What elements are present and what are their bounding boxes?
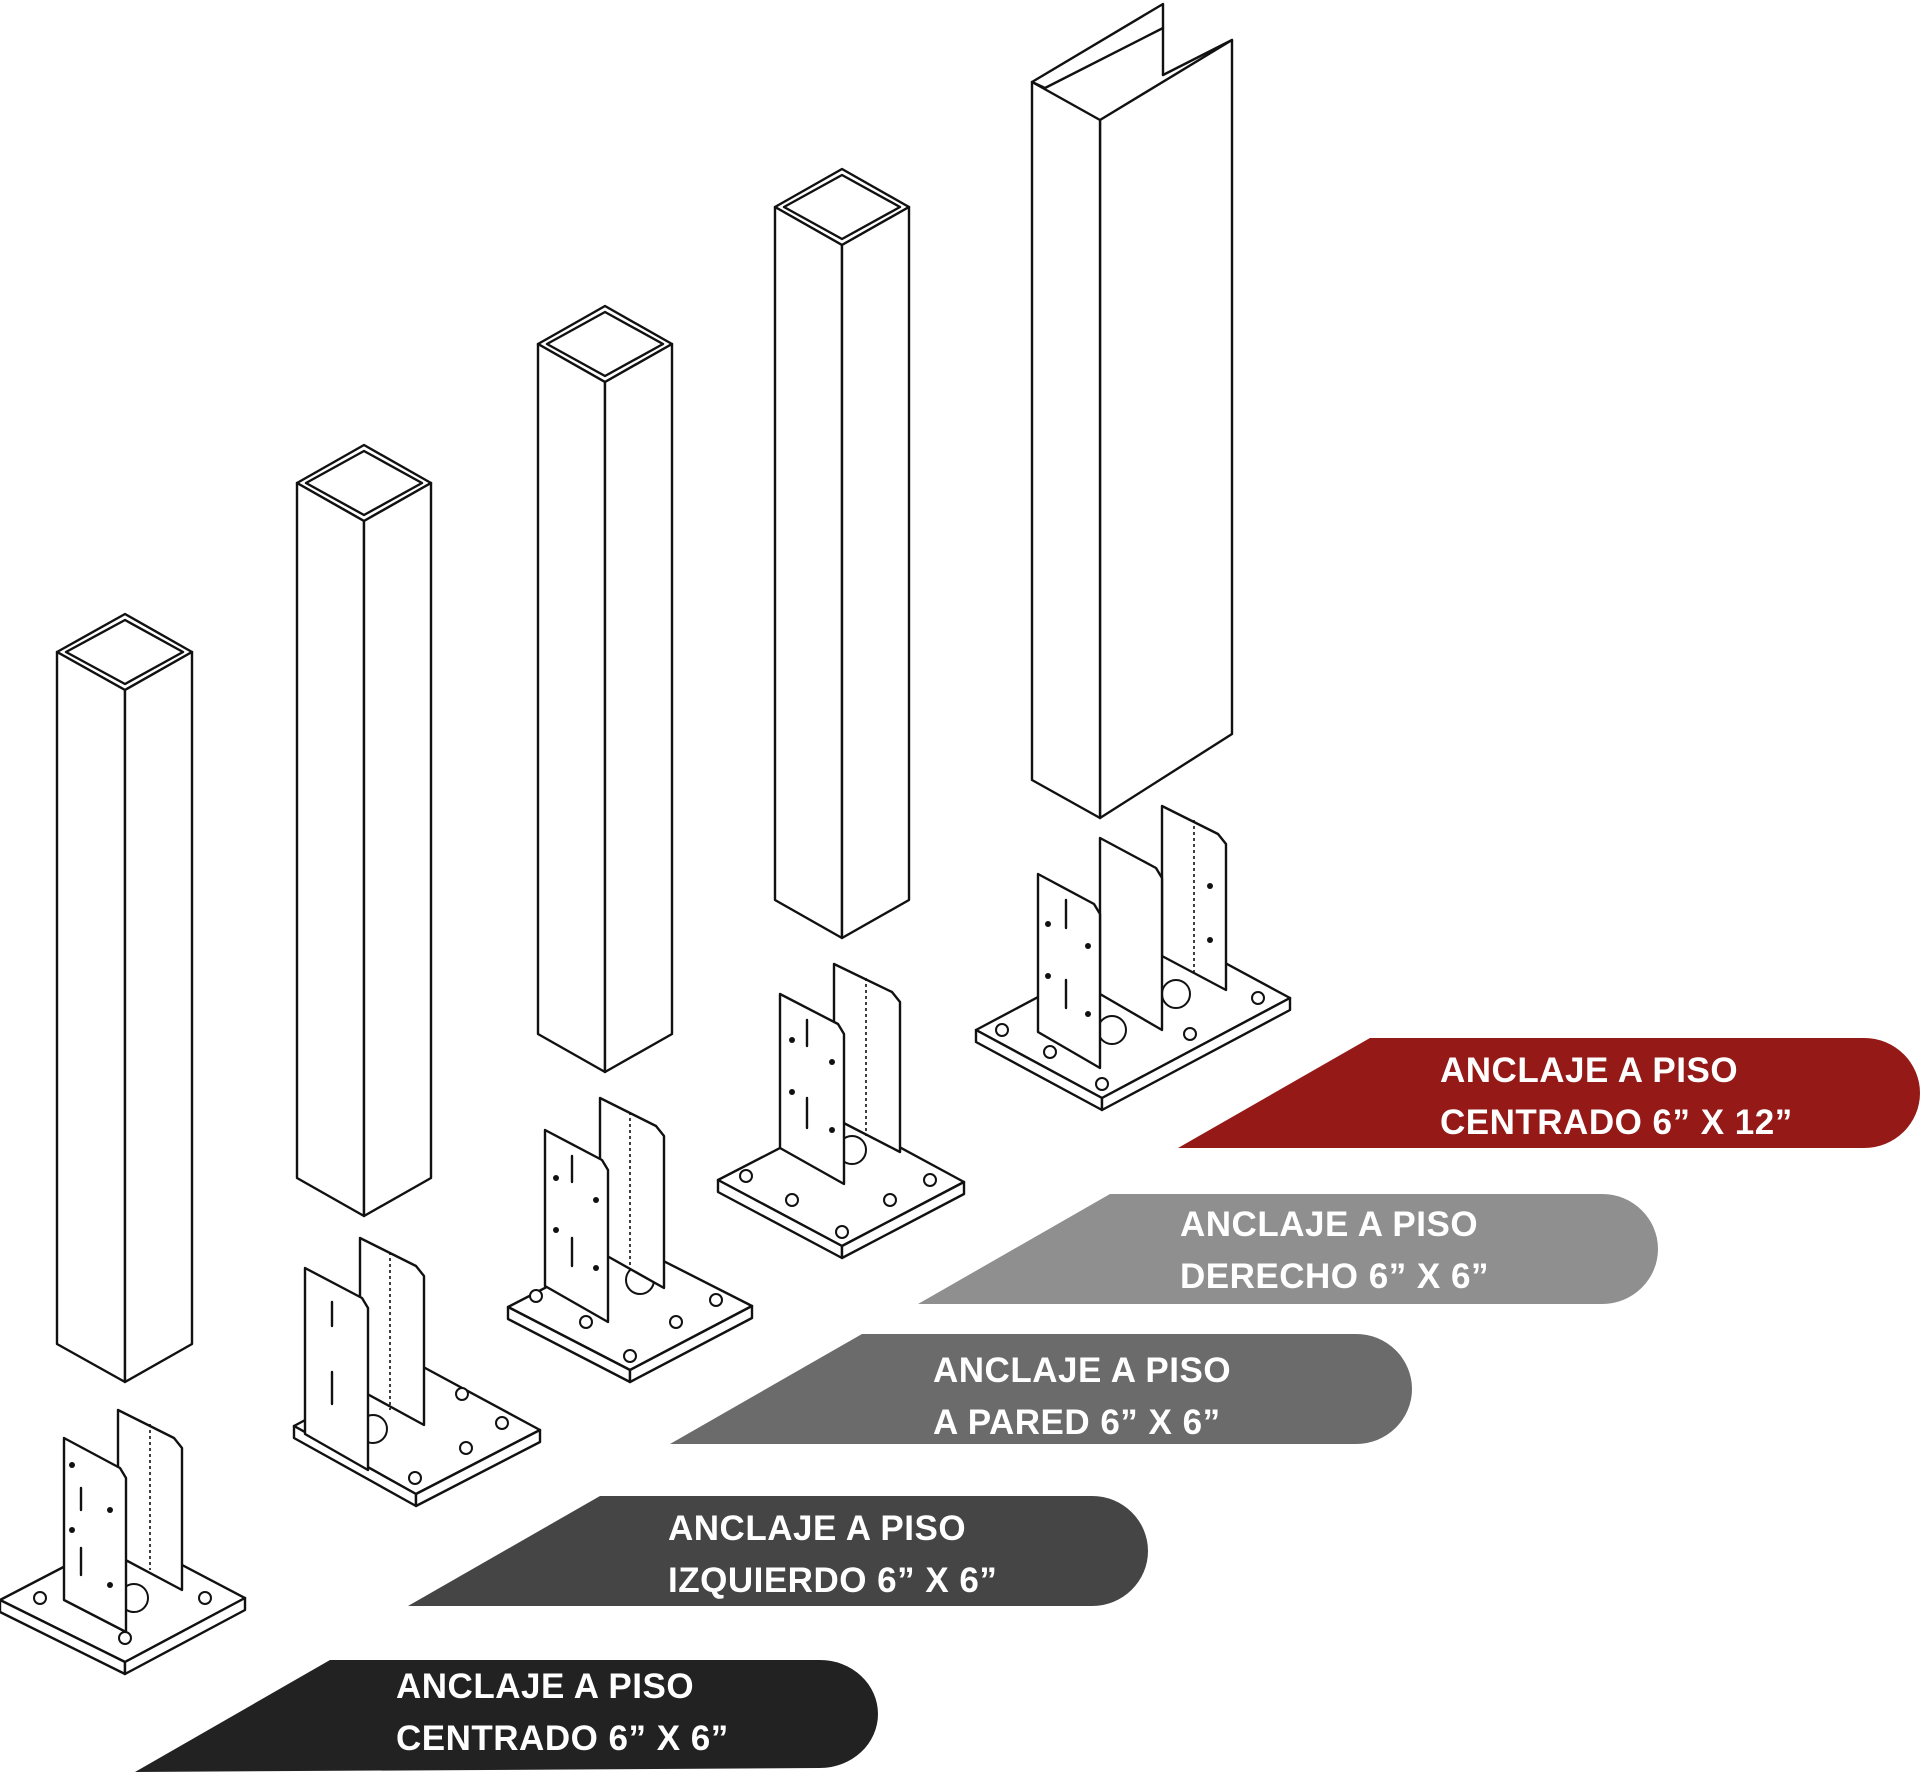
label-banner-derecho-6x6 xyxy=(918,1194,1658,1304)
banner-line-2: CENTRADO 6” X 12” xyxy=(1440,1103,1793,1142)
banner-line-1: ANCLAJE A PISO xyxy=(668,1509,967,1548)
post-centrado-6x6 xyxy=(57,614,192,1382)
post-izquierdo-6x6 xyxy=(297,445,431,1216)
label-banner-a-pared-6x6 xyxy=(670,1334,1412,1444)
anchor-centrado-6x6 xyxy=(0,1410,245,1674)
anchor-a-pared-6x6 xyxy=(508,1098,752,1382)
post-centrado-6x12 xyxy=(1032,4,1232,818)
banner-line-1: ANCLAJE A PISO xyxy=(396,1667,695,1706)
anchor-derecho-6x6 xyxy=(718,964,964,1258)
label-banner-centrado-6x12 xyxy=(1178,1038,1920,1148)
label-banner-izquierdo-6x6 xyxy=(408,1496,1148,1606)
anchor-izquierdo-6x6 xyxy=(294,1238,540,1506)
label-banner-centrado-6x6 xyxy=(135,1660,878,1772)
banner-line-2: CENTRADO 6” X 6” xyxy=(396,1719,729,1758)
banner-line-2: A PARED 6” X 6” xyxy=(933,1403,1221,1442)
banner-line-1: ANCLAJE A PISO xyxy=(1180,1205,1479,1244)
banner-line-2: IZQUIERDO 6” X 6” xyxy=(668,1561,998,1600)
post-a-pared-6x6 xyxy=(538,306,672,1072)
post-derecho-6x6 xyxy=(775,169,909,938)
banner-line-1: ANCLAJE A PISO xyxy=(933,1351,1232,1390)
banner-line-1: ANCLAJE A PISO xyxy=(1440,1051,1739,1090)
anchor-centrado-6x12 xyxy=(976,806,1290,1110)
banner-line-2: DERECHO 6” X 6” xyxy=(1180,1257,1489,1296)
